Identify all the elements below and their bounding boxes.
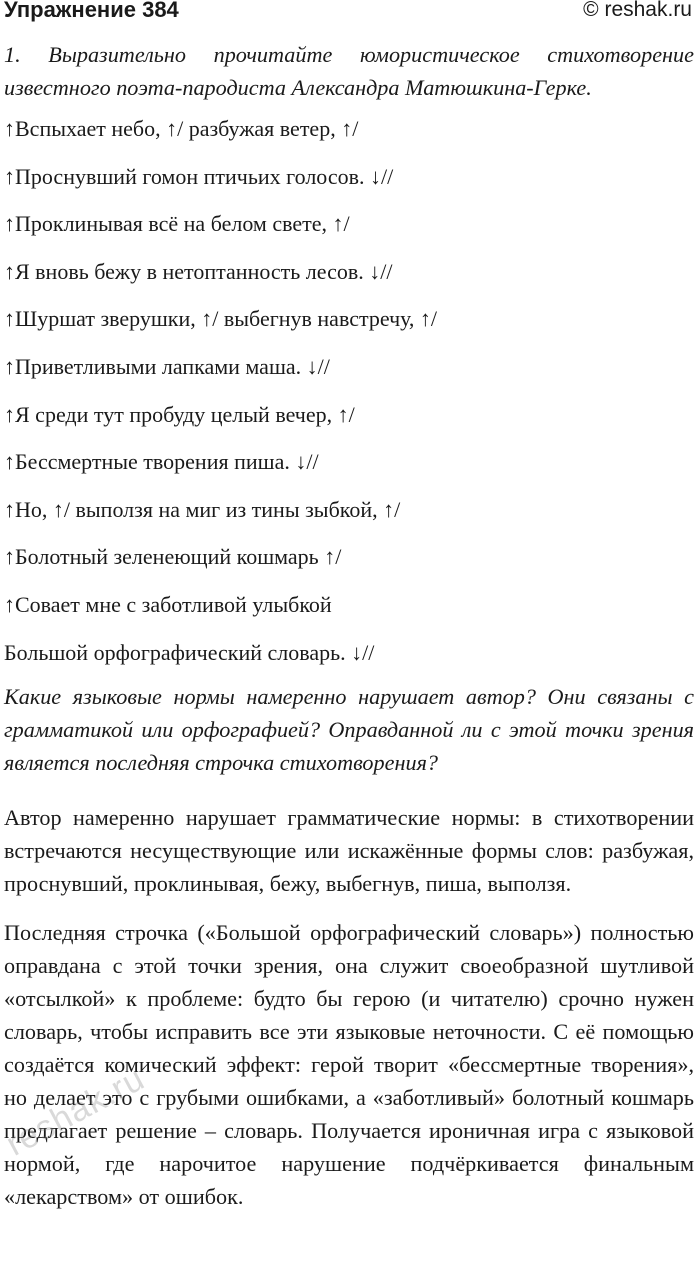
site-brand: © reshak.ru	[583, 0, 692, 21]
answer-paragraph: Автор намеренно нарушает грамматические нормы: в стихотворении встречаются несуществующие или искажённые формы слов: разбужая, проснувший, проклинывая, бежу, выбегнув, пиша, выползя.	[4, 805, 694, 897]
poem-line: ↑Бессмертные творения пиша. ↓//	[4, 449, 319, 475]
watermark: reshak.ru	[0, 1059, 151, 1164]
answer-paragraph: Последняя строчка («Большой орфографический словарь») полностью оправдана с этой точки зрения, она служит своеобразной шутливой «отсылкой» к проблеме: будто бы герою (и читателю) срочно нужен словарь, чтобы исправить все эти языковые неточности. С её помощью создаётся комический эффект: герой творит «бессмертные творения», но делает это с грубыми ошибками, а «заботливый» болотный кошмарь предлагает решение – словарь. Получается ироничная игра с языковой нормой, где нарочитое нарушение подчёркивается финальным «лекарством» от ошибок.	[4, 920, 694, 1210]
question-text: Какие языковые нормы намеренно нарушает автор? Они связаны с грамматикой или орфографией? Оправданной ли с этой точки зрения является последняя строчка стихотворения?	[4, 684, 694, 776]
poem-line: ↑Вспыхает небо, ↑/ разбужая ветер, ↑/	[4, 116, 359, 141]
exercise-title: Упражнение 384	[4, 0, 179, 22]
header	[4, 0, 694, 26]
poem	[4, 114, 694, 668]
poem-line: ↑Я среди тут пробуду целый вечер, ↑/	[4, 401, 355, 427]
poem-line: ↑Но, ↑/ выползя на миг из тины зыбкой, ↑/	[4, 496, 401, 522]
poem-line: ↑Проклинывая всё на белом свете, ↑/	[4, 211, 350, 237]
poem-line: ↑Болотный зеленеющий кошмарь ↑/	[4, 544, 342, 570]
poem-line: ↑Я вновь бежу в нетоптанность лесов. ↓//	[4, 258, 393, 284]
task-text: 1. Выразительно прочитайте юмористическое стихотворение известного поэта-пародиста Александра Матюшкина-Герке.	[4, 42, 694, 100]
poem-line: ↑Проснувший гомон птичьих голосов. ↓//	[4, 163, 394, 189]
poem-line: Большой орфографический словарь. ↓//	[4, 639, 375, 665]
poem-line: ↑Шуршат зверушки, ↑/ выбегнув навстречу, ↑/	[4, 306, 438, 332]
poem-line: ↑Приветливыми лапками маша. ↓//	[4, 353, 330, 379]
poem-line: ↑Совает мне с заботливой улыбкой	[4, 591, 332, 617]
